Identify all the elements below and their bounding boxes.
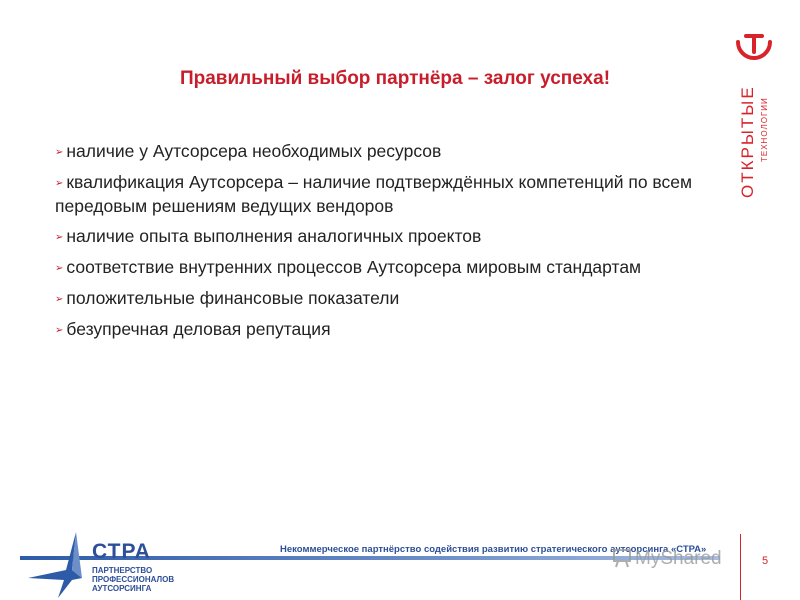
- brand-name: ОТКРЫТЫЕ: [738, 85, 757, 198]
- arrow-bullet-icon: ➢: [55, 178, 64, 189]
- bullet-item: ➢ квалификация Аутсорсера – наличие подтверждённых компетенций по всем передовым решениям ведущих вендоров: [55, 172, 693, 216]
- arrow-bullet-icon: ➢: [55, 232, 64, 243]
- bullet-item: ➢ наличие опыта выполнения аналогичных проектов: [55, 226, 482, 246]
- bullet-item: ➢ соответствие внутренних процессов Аутсорсера мировым стандартам: [55, 257, 642, 277]
- bullet-list: [55, 140, 695, 349]
- bullet-item: ➢ наличие у Аутсорсера необходимых ресурсов: [55, 141, 442, 161]
- footer-logo-text: СТРА: [92, 540, 151, 563]
- bullet-item: ➢ безупречная деловая репутация: [55, 319, 331, 339]
- arrow-bullet-icon: ➢: [55, 325, 64, 336]
- footer-vertical-divider: [740, 534, 741, 600]
- page-number: 5: [762, 555, 769, 567]
- arrow-bullet-icon: ➢: [55, 263, 64, 274]
- presentation-board-icon: [612, 548, 632, 568]
- brand-subname: ТЕХНОЛОГИИ: [760, 97, 769, 162]
- watermark: [612, 548, 722, 570]
- watermark-text: MyShared: [635, 548, 722, 569]
- slide-title: Правильный выбор партнёра – залог успеха!: [179, 68, 611, 89]
- bullet-item: ➢ положительные финансовые показатели: [55, 288, 400, 308]
- footer-logo-subtitle: ПАРТНЕРСТВО ПРОФЕССИОНАЛОВ АУТСОРСИНГА: [92, 566, 175, 593]
- arrow-bullet-icon: ➢: [55, 147, 64, 158]
- arrow-bullet-icon: ➢: [55, 294, 64, 305]
- footer-caption: Некоммерческое партнёрство содействия развитию стратегического аутсорсинга «СТРА»: [280, 544, 707, 555]
